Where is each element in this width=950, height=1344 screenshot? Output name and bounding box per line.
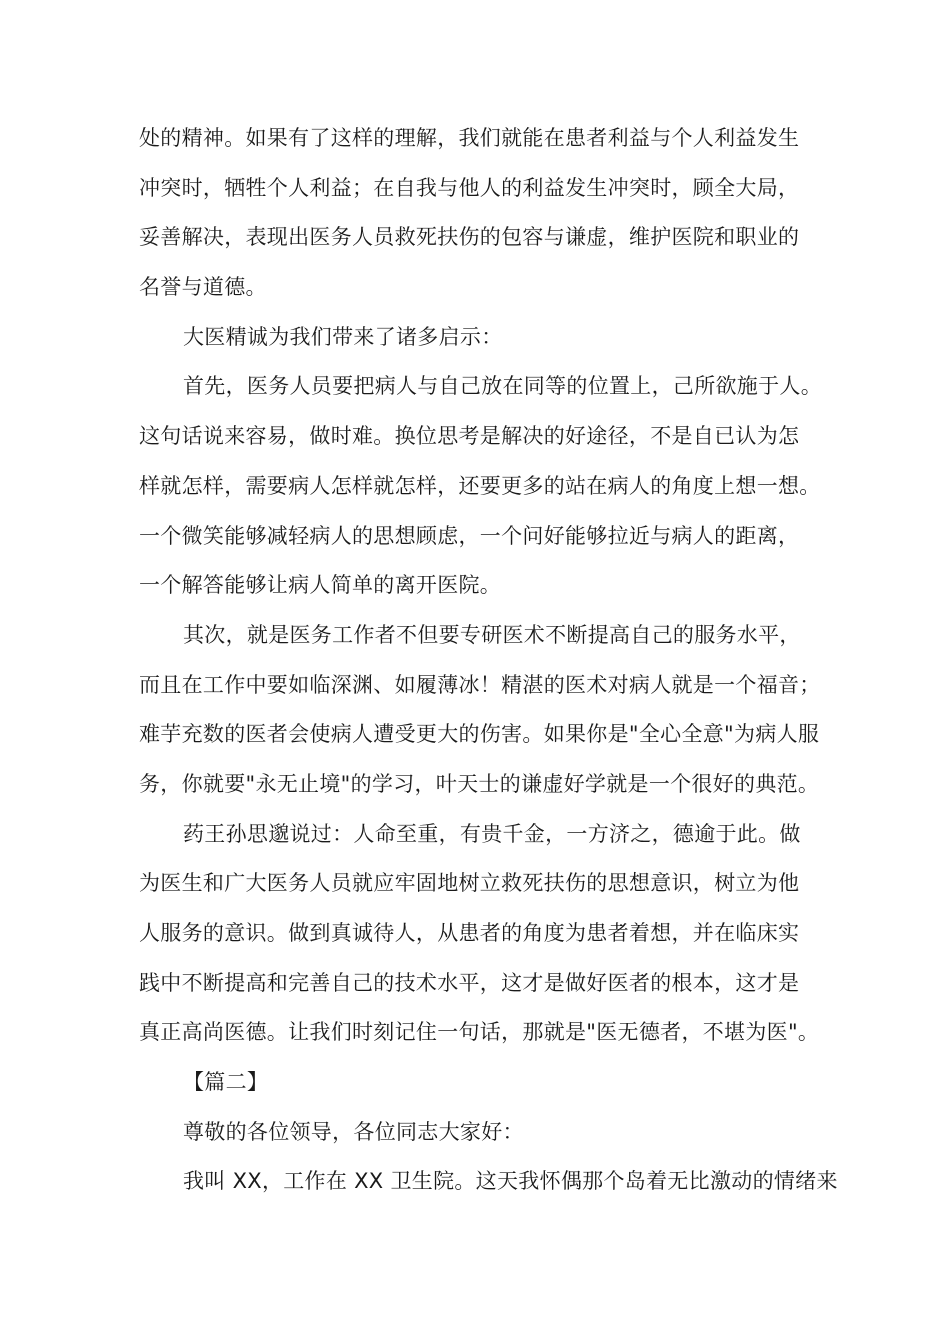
text-line: 一个解答能够让病人简单的离开医院。 [139, 573, 502, 598]
document-body [139, 114, 838, 1207]
text-line: 真正高尚医德。让我们时刻记住一句话，那就是"医无德者，不堪为医"。 [139, 1020, 820, 1045]
text-line: 冲突时，牺牲个人利益；在自我与他人的利益发生冲突时，顾全大局， [139, 175, 800, 200]
text-line: 一个微笑能够减轻病人的思想顾虑，一个问好能够拉近与病人的距离， [139, 523, 800, 548]
text-line: 人服务的意识。做到真诚待人，从患者的角度为患者着想，并在临床实 [139, 921, 800, 945]
text-line: 处的精神。如果有了这样的理解，我们就能在患者利益与个人利益发生 [139, 126, 800, 150]
text-line: 其次，就是医务工作者不但要专研医术不断提高自己的服务水平， [183, 622, 801, 647]
text-line: 难芋充数的医者会使病人遭受更大的伤害。如果你是"全心全意"为病人服 [139, 722, 820, 747]
text-line: 样就怎样，需要病人怎样就怎样，还要更多的站在病人的角度上想一想。 [139, 473, 821, 498]
text-line: 而且在工作中要如临深渊、如履薄冰！精湛的医术对病人就是一个福音； [139, 672, 821, 697]
text-line: 名誉与道德。 [139, 275, 267, 300]
text-line: 【篇二】 [183, 1070, 269, 1095]
text-line: 为医生和广大医务人员就应牢固地树立救死扶伤的思想意识，树立为他 [139, 871, 800, 896]
text-line: 妥善解决，表现出医务人员救死扶伤的包容与谦虚，维护医院和职业的 [139, 225, 800, 250]
text-line: 大医精诚为我们带来了诸多启示： [183, 324, 503, 349]
text-line: 务，你就要"永无止境"的学习，叶天士的谦虚好学就是一个很好的典范。 [139, 771, 820, 796]
text-line: 这句话说来容易，做时难。换位思考是解决的好途径，不是自已认为怎 [139, 424, 800, 449]
text-line: 首先，医务人员要把病人与自己放在同等的位置上，己所欲施于人。 [183, 374, 822, 399]
text-line: 药王孙思邈说过：人命至重，有贵千金，一方济之，德逾于此。做 [183, 821, 801, 846]
text-line: 践中不断提高和完善自己的技术水平，这才是做好医者的根本，这才是 [139, 970, 800, 995]
text-line: 我叫 XX，工作在 XX 卫生院。这天我怀偶那个岛着无比激动的情绪来 [183, 1169, 838, 1194]
text-line: 尊敬的各位领导，各位同志大家好： [183, 1119, 524, 1144]
